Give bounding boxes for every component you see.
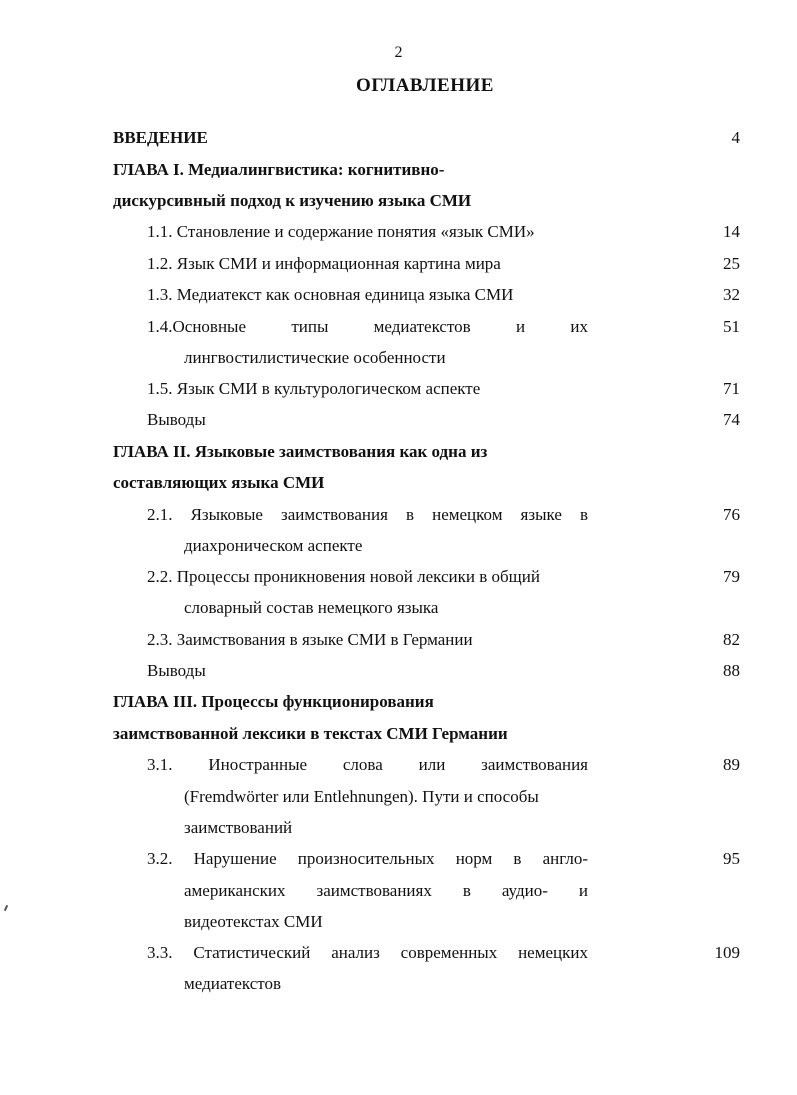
document-title: ОГЛАВЛЕНИЕ bbox=[356, 75, 494, 96]
toc-intro-page: 4 bbox=[731, 128, 740, 147]
chapter3-title-line1: ГЛАВА III. Процессы функционирования bbox=[113, 692, 434, 711]
toc-1-5-page: 71 bbox=[723, 379, 740, 398]
chapter1-title-line2: дискурсивный подход к изучению языка СМИ bbox=[113, 191, 472, 210]
toc-2-3-page: 82 bbox=[723, 630, 740, 649]
toc-3-2-line3: видеотекстах СМИ bbox=[184, 912, 323, 931]
chapter2-title-line2: составляющих языка СМИ bbox=[113, 473, 325, 492]
toc-3-3-page: 109 bbox=[714, 943, 740, 962]
toc-2-2-line1: 2.2. Процессы проникновения новой лексики в общий bbox=[147, 567, 540, 586]
page-number: 2 bbox=[394, 44, 403, 61]
toc-ch1-conclusions-text: Выводы bbox=[147, 410, 206, 429]
toc-1-2-text: 1.2. Язык СМИ и информационная картина мира bbox=[147, 254, 501, 273]
toc-1-5-text: 1.5. Язык СМИ в культурологическом аспекте bbox=[147, 379, 481, 398]
toc-1-3-page: 32 bbox=[723, 285, 740, 304]
toc-1-4-line1: 1.4.Основные типы медиатекстов и их bbox=[147, 317, 588, 336]
toc-2-1-line2: диахроническом аспекте bbox=[184, 536, 363, 555]
toc-2-3-text: 2.3. Заимствования в языке СМИ в Германии bbox=[147, 630, 473, 649]
toc-3-3-line1: 3.3. Статистический анализ современных немецких bbox=[147, 943, 588, 962]
toc-2-2-page: 79 bbox=[723, 567, 740, 586]
toc-2-2-line2: словарный состав немецкого языка bbox=[184, 598, 439, 617]
toc-1-4-line2: лингвостилистические особенности bbox=[184, 348, 446, 367]
toc-ch1-conclusions-page: 74 bbox=[723, 410, 740, 429]
toc-3-1-line2: (Fremdwörter или Entlehnungen). Пути и способы bbox=[184, 787, 539, 806]
toc-1-4-page: 51 bbox=[723, 317, 740, 336]
chapter1-title-line1: ГЛАВА I. Медиалингвистика: когнитивно- bbox=[113, 160, 445, 179]
toc-intro-label: ВВЕДЕНИЕ bbox=[113, 128, 208, 147]
chapter3-title-line2: заимствованной лексики в текстах СМИ Германии bbox=[113, 724, 508, 743]
toc-3-2-line1: 3.2. Нарушение произносительных норм в англо- bbox=[147, 849, 588, 868]
chapter2-title-line1: ГЛАВА II. Языковые заимствования как одна из bbox=[113, 442, 488, 461]
toc-3-1-line1: 3.1. Иностранные слова или заимствования bbox=[147, 755, 588, 774]
toc-ch2-conclusions-page: 88 bbox=[723, 661, 740, 680]
toc-3-3-line2: медиатекстов bbox=[184, 974, 282, 993]
toc-1-1-page: 14 bbox=[723, 222, 740, 241]
toc-2-1-page: 76 bbox=[723, 505, 740, 524]
toc-3-2-page: 95 bbox=[723, 849, 740, 868]
toc-1-1-text: 1.1. Становление и содержание понятия «язык СМИ» bbox=[147, 222, 535, 241]
toc-3-1-page: 89 bbox=[723, 755, 740, 774]
scan-speck bbox=[4, 905, 8, 911]
toc-3-2-line2: американских заимствованиях в аудио- и bbox=[184, 881, 588, 900]
toc-1-3-text: 1.3. Медиатекст как основная единица языка СМИ bbox=[147, 285, 514, 304]
toc-ch2-conclusions-text: Выводы bbox=[147, 661, 206, 680]
toc-2-1-line1: 2.1. Языковые заимствования в немецком языке в bbox=[147, 505, 588, 524]
toc-3-1-line3: заимствований bbox=[184, 818, 293, 837]
toc-1-2-page: 25 bbox=[723, 254, 740, 273]
